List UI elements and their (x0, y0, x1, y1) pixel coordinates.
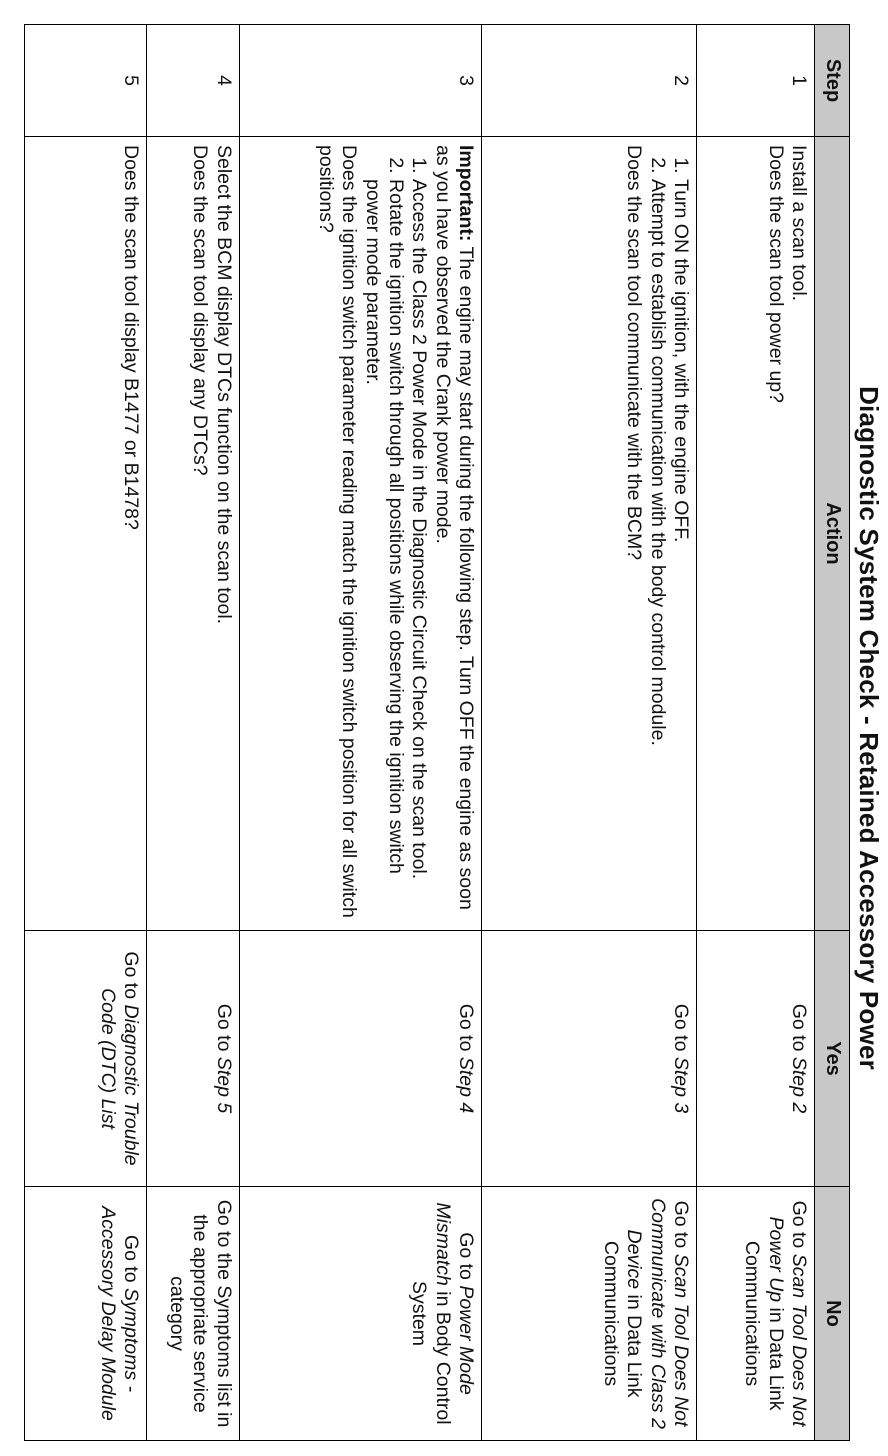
yes-cell (697, 931, 815, 1187)
yes-link[interactable]: Step 4 (455, 1056, 478, 1114)
no-link[interactable]: Scan Tool Does Not Communicate with Class 2 Device (623, 1198, 693, 1429)
action-cell (482, 137, 697, 931)
header-row (815, 25, 850, 1441)
yes-link[interactable]: Diagnostic Trouble Code (DTC) List (96, 988, 143, 1166)
step-number: 1 (697, 25, 815, 137)
yes-cell (239, 931, 481, 1187)
no-suffix: in Data Link Communications (599, 1240, 646, 1398)
yes-link[interactable]: Step 3 (670, 1056, 693, 1114)
action-cell (25, 137, 147, 931)
yes-prefix: Go to (455, 1003, 478, 1057)
no-cell (25, 1187, 147, 1441)
action-question: Does the scan tool display B1477 or B1478? (120, 145, 143, 530)
yes-cell (25, 931, 147, 1187)
step-number: 2 (482, 25, 697, 137)
action-cell (239, 137, 481, 931)
important-label: Important: (455, 145, 478, 242)
yes-link[interactable]: Step 2 (788, 1056, 810, 1114)
no-cell: Go to the Symptoms list in the appropriate service category (147, 1187, 240, 1441)
step-number: 3 (239, 25, 481, 137)
yes-prefix: Go to (212, 1003, 235, 1057)
yes-prefix: Go to (120, 951, 143, 1005)
table-row (147, 25, 240, 1441)
step-number: 4 (147, 25, 240, 137)
no-link[interactable]: Symptoms - Accessory Delay Module (96, 1206, 143, 1421)
action-cell (697, 137, 815, 931)
yes-prefix: Go to (788, 1003, 810, 1057)
important-note (430, 145, 477, 922)
no-prefix: Go to (455, 1232, 478, 1286)
header-action: Action (815, 137, 850, 931)
action-question: Does the ignition switch parameter reading match the ignition switch position for all switch positions? (314, 145, 361, 918)
no-cell (239, 1187, 481, 1441)
step-number: 5 (25, 25, 147, 137)
action-question: Does the scan tool display any DTCs? (189, 145, 212, 476)
table-row (239, 25, 481, 1441)
header-yes: Yes (815, 931, 850, 1187)
no-prefix: Go to (788, 1200, 810, 1254)
action-step-item: 1. Access the Class 2 Power Mode in the Diagnostic Circuit Check on the scan tool. (407, 179, 430, 922)
page-title: Diagnostic System Check - Retained Accessory Power (854, 386, 884, 1070)
action-step-item: 1. Turn ON the ignition, with the engine OFF. (669, 179, 692, 922)
table-row (25, 25, 147, 1441)
table-row (482, 25, 697, 1441)
yes-cell (482, 931, 697, 1187)
no-link[interactable]: Scan Tool Does Not Power Up (764, 1216, 810, 1427)
action-step-item: 2. Rotate the ignition switch through all positions while observing the ignition switch power mode parameter. (360, 179, 407, 922)
no-suffix: in Body Control System (408, 1280, 454, 1425)
action-question: Does the scan tool power up? (764, 145, 787, 403)
table-row (697, 25, 815, 1441)
no-prefix: Go to (120, 1234, 143, 1289)
action-cell (147, 137, 240, 931)
important-text: The engine may start during the following step. Turn OFF the engine as soon as you have observed the Crank power mode. (431, 145, 478, 910)
action-question: Does the scan tool communicate with the BCM? (623, 145, 646, 561)
header-step: Step (815, 25, 850, 137)
yes-cell (147, 931, 240, 1187)
yes-link[interactable]: Step 5 (212, 1056, 235, 1114)
action-intro: Select the BCM display DTCs function on the scan tool. (212, 145, 235, 625)
action-intro: Install a scan tool. (788, 145, 810, 302)
no-link[interactable]: Power Mode Mismatch (431, 1202, 478, 1395)
header-no: No (815, 1187, 850, 1441)
action-steps (645, 145, 692, 922)
action-step-item: 2. Attempt to establish communication with the body control module. (645, 179, 668, 922)
no-suffix: in Data Link Communications (741, 1240, 787, 1411)
diagnostic-table (24, 24, 850, 1441)
no-cell (482, 1187, 697, 1441)
no-prefix: Go to (670, 1200, 693, 1254)
no-cell (697, 1187, 815, 1441)
yes-prefix: Go to (670, 1003, 693, 1057)
action-steps (360, 145, 430, 922)
